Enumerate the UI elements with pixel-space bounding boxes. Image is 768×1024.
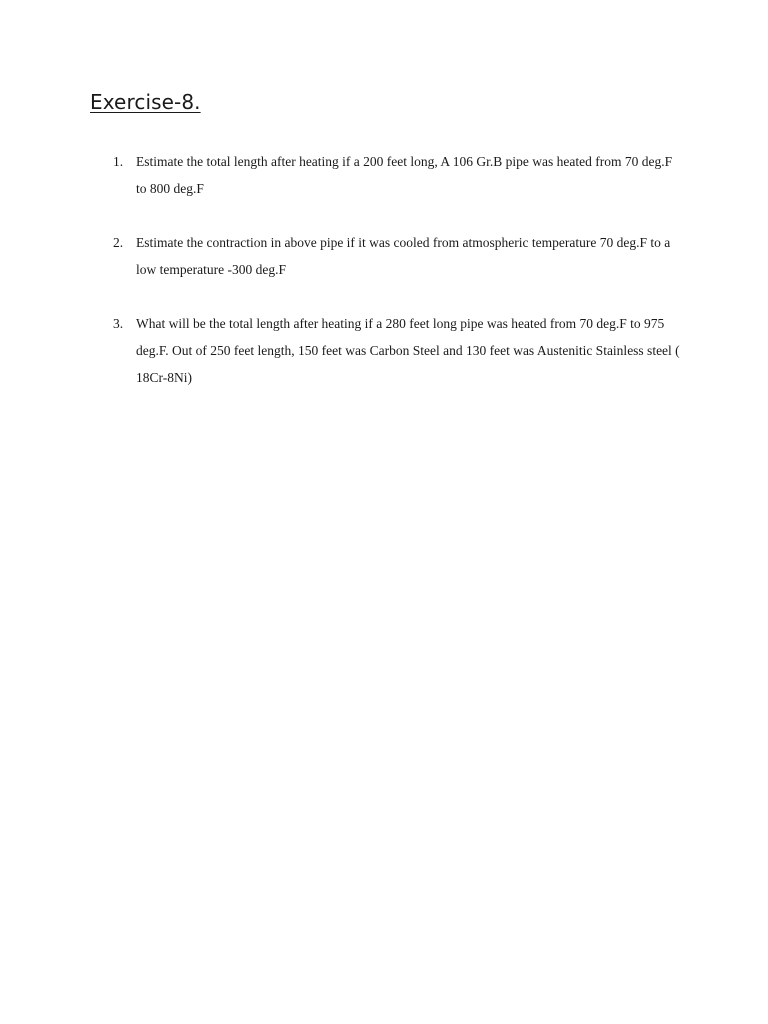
question-text: Estimate the contraction in above pipe if it was cooled from atmospheric temperature 70 deg.F to a low temperature -300 deg.F [136,235,671,277]
question-list [113,148,683,418]
question-number: 2. [113,235,124,250]
question-number: 3. [113,316,124,331]
question-item [113,148,683,202]
question-number: 1. [113,154,124,169]
question-text: Estimate the total length after heating if a 200 feet long, A 106 Gr.B pipe was heated from 70 deg.F to 800 deg.F [136,154,673,196]
question-item [113,310,683,391]
exercise-title: Exercise-8. [90,90,201,114]
question-item [113,229,683,283]
question-text: What will be the total length after heating if a 280 feet long pipe was heated from 70 deg.F to 975 deg.F. Out of 250 feet length, 150 feet was Carbon Steel and 130 feet was Austenitic Stainless steel ( 18Cr-8Ni) [136,316,680,385]
